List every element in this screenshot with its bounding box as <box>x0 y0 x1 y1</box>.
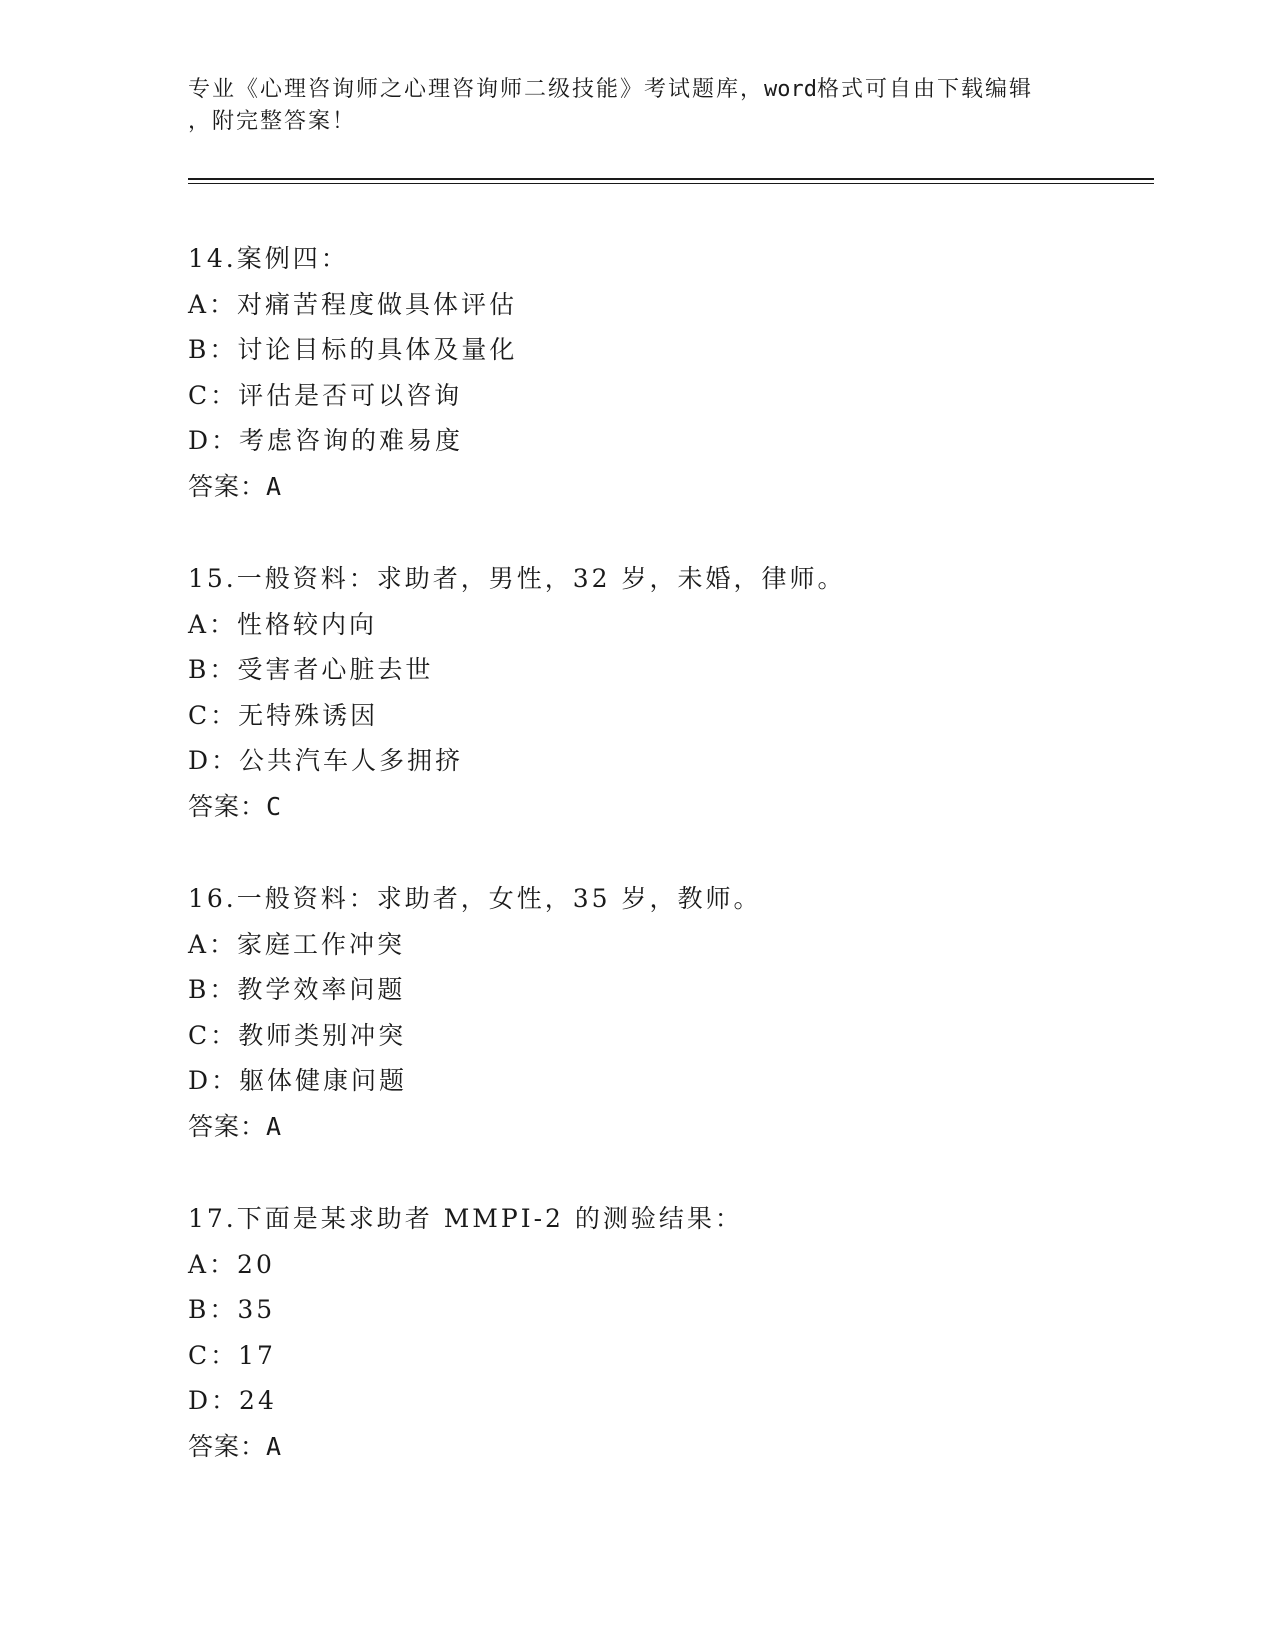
question-stem: 14.案例四： <box>188 244 349 273</box>
answer-value: A <box>266 1431 282 1461</box>
option-d: D：公共汽车人多拥挤 <box>188 746 464 775</box>
header-line-1 <box>188 74 1088 106</box>
answer-value: C <box>266 791 282 821</box>
option-c: C：17 <box>188 1340 276 1370</box>
option-c: C：评估是否可以咨询 <box>188 380 463 410</box>
question-stem: 16.一般资料：求助者，女性，35 岁，教师。 <box>188 884 762 913</box>
answer-line <box>188 1104 1088 1150</box>
answer-value: A <box>266 1111 282 1141</box>
option-c: C：无特殊诱因 <box>188 700 379 730</box>
option-d: D：24 <box>188 1386 277 1415</box>
question-14 <box>188 236 1088 509</box>
header-divider-thick <box>188 178 1154 180</box>
header-word: word <box>764 77 817 102</box>
answer-line <box>188 1424 1088 1470</box>
header-divider-thin <box>188 183 1154 184</box>
answer-value: A <box>266 471 282 501</box>
answer-line <box>188 784 1088 830</box>
option-a: A：家庭工作冲突 <box>188 929 406 959</box>
question-stem: 15.一般资料：求助者，男性，32 岁，未婚，律师。 <box>188 564 846 593</box>
option-b: B：受害者心脏去世 <box>188 655 434 684</box>
option-a: A：性格较内向 <box>188 609 378 639</box>
question-16 <box>188 876 1088 1149</box>
answer-label: 答案： <box>188 1111 267 1141</box>
option-b: B：讨论目标的具体及量化 <box>188 335 518 364</box>
header-line-2: ，附完整答案！ <box>188 109 357 134</box>
answer-label: 答案： <box>188 1431 267 1461</box>
question-15 <box>188 556 1088 829</box>
option-a: A：对痛苦程度做具体评估 <box>188 289 518 319</box>
option-d: D：考虑咨询的难易度 <box>188 426 464 455</box>
option-b: B：35 <box>188 1295 276 1324</box>
question-17 <box>188 1196 1088 1469</box>
question-stem: 17.下面是某求助者 MMPI-2 的测验结果： <box>188 1204 743 1233</box>
header-text-b: 格式可自由下载编辑 <box>817 77 1034 102</box>
option-c: C：教师类别冲突 <box>188 1020 407 1050</box>
document-header <box>188 74 1088 138</box>
answer-line <box>188 464 1088 510</box>
answer-label: 答案： <box>188 471 267 501</box>
answer-label: 答案： <box>188 791 267 821</box>
header-text-a: 专业《心理咨询师之心理咨询师二级技能》考试题库， <box>188 77 765 102</box>
option-b: B：教学效率问题 <box>188 975 406 1004</box>
option-d: D：躯体健康问题 <box>188 1066 408 1095</box>
option-a: A：20 <box>188 1249 275 1279</box>
